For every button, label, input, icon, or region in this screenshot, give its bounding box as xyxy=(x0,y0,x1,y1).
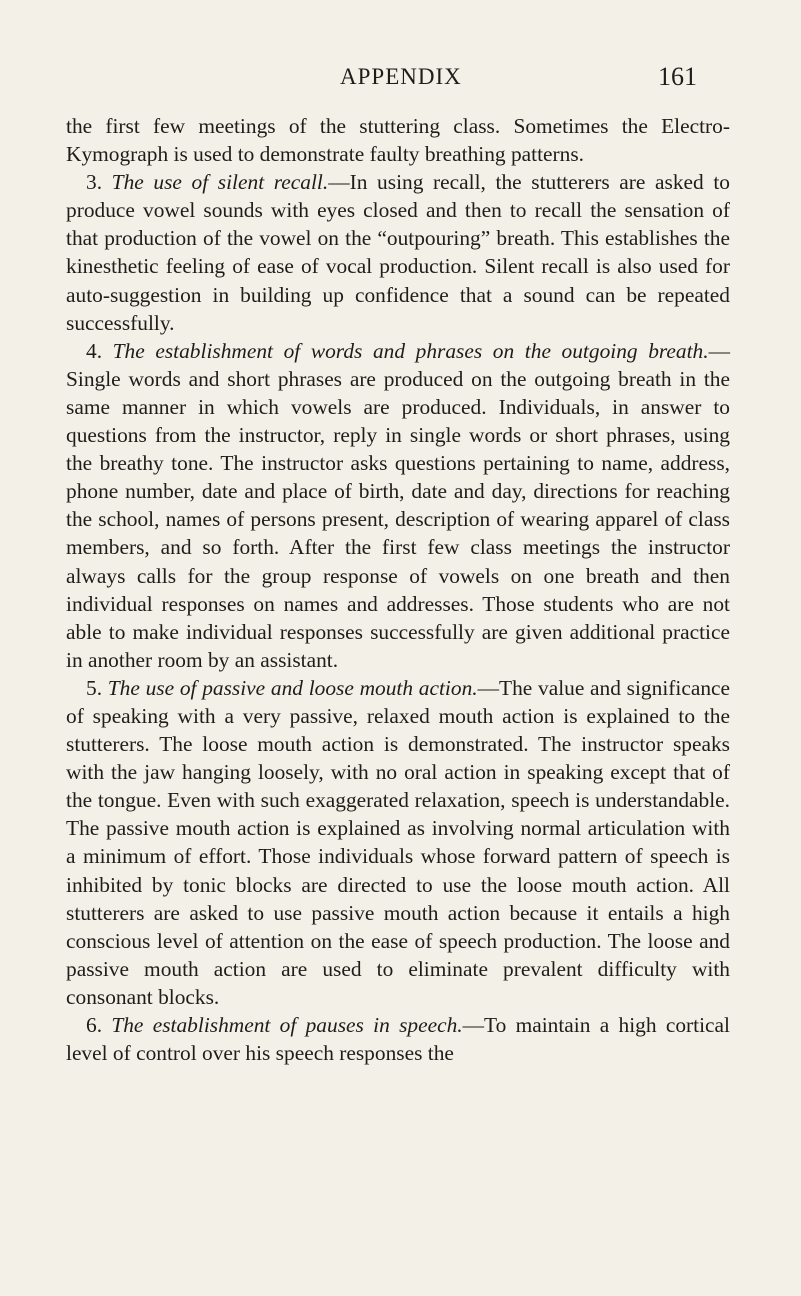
item-number: 3. xyxy=(86,170,112,195)
paragraph-text: —To maintain a high cortical level of control over his speech responses the xyxy=(66,1013,730,1066)
item-title: The establishment of words and phrases on the outgoing breath. xyxy=(112,338,709,363)
paragraph-continuation xyxy=(66,112,730,168)
running-head: APPENDIX xyxy=(340,64,462,89)
paragraph-item-5 xyxy=(66,674,730,1011)
paragraph-text: —The value and significance of speaking with a very passive, relaxed mouth action is explained to the stutterers. The loose mouth action is demonstrated. The instructor speaks with the jaw hanging loosely, with no oral action in speaking except that of the tongue. Even with such exaggerated relaxation, speech is understandable. The passive mouth action is explained as involving normal articulation with a minimum of effort. Those individuals whose forward pattern of speech is inhibited by tonic blocks are directed to use the loose mouth action. All stutterers are asked to use passive mouth action because it entails a high conscious level of attention on the ease of speech production. The loose and passive mouth action are used to eliminate prevalent difficulty with consonant blocks. xyxy=(66,675,731,1009)
item-title: The establishment of pauses in speech. xyxy=(111,1013,463,1037)
paragraph-text: —In using recall, the stutterers are asked to produce vowel sounds with eyes closed and then to recall the sensation of that production of the vowel on the “outpouring” breath. This establishes the kinesthetic feeling of ease of vocal production. Silent recall is also used for auto-suggestion in building up confidence that a sound can be repeated successfully. xyxy=(66,170,730,335)
paragraph-text: —Single words and short phrases are produced on the outgoing breath in the same manner in which vowels are produced. Individuals, in answer to questions from the instructor, reply in single words or short phrases, using the breathy tone. The instructor asks questions pertaining to name, address, phone number, date and place of birth, date and day, directions for reaching the school, names of persons present, description of wearing apparel of class members, and so forth. After the first few class meetings the instructor always calls for the group response of vowels on one breath and then individual responses on names and addresses. Those students who are not able to make individual responses successfully are given additional practice in another room by an assistant. xyxy=(66,338,730,672)
page-number: 161 xyxy=(658,62,697,91)
item-title: The use of silent recall. xyxy=(111,170,329,195)
item-number: 4. xyxy=(86,338,113,363)
item-number: 6. xyxy=(86,1013,112,1037)
item-number: 5. xyxy=(86,675,108,700)
paragraph-text: the first few meetings of the stuttering class. Sometimes the Electro-Kymograph is used to demonstrate faulty breathing patterns. xyxy=(66,114,730,167)
body-text xyxy=(66,112,730,1067)
paragraph-item-4 xyxy=(66,337,730,674)
paragraph-item-6 xyxy=(66,1011,730,1067)
paragraph-item-3 xyxy=(66,168,730,337)
item-title: The use of passive and loose mouth action. xyxy=(107,675,478,700)
